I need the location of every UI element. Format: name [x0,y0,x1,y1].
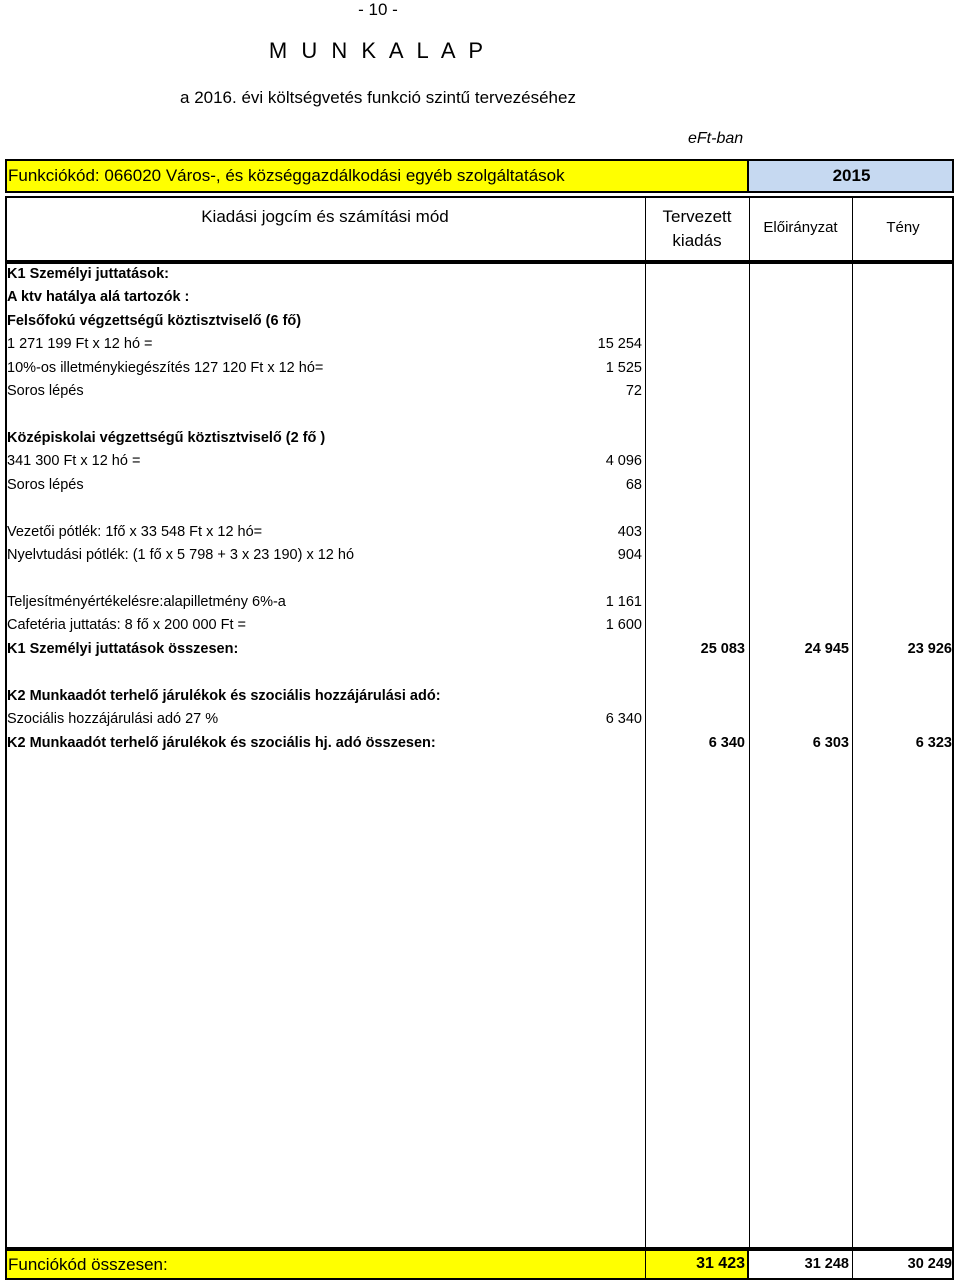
row-step-2: Soros lépés [7,477,84,493]
row-supplement: 10%-os illetménykiegészítés 127 120 Ft x 12 hó= [7,360,324,376]
table-body-frame [5,262,954,1249]
k1-total-planned: 25 083 [700,641,745,657]
row-cafeteria: Cafetéria juttatás: 8 fő x 200 000 Ft = [7,617,246,633]
row-language-allowance: Nyelvtudási pótlék: (1 fő x 5 798 + 3 x 23 190) x 12 hó [7,547,355,563]
page-title: M U N K A L A P [268,38,488,63]
row-cafeteria-value: 1 600 [605,617,642,633]
row-k1-heading: K1 Személyi juttatások: [7,266,169,282]
row-higher-edu-salary: 1 271 199 Ft x 12 hó = [7,336,153,352]
row-k1-total: K1 Személyi juttatások összesen: [7,641,239,657]
row-language-allowance-value: 904 [617,547,642,563]
page-subtitle: a 2016. évi költségvetés funkció szintű tervezéséhez [180,88,576,107]
year-label: 2015 [832,166,871,185]
row-management-allowance-value: 403 [617,524,642,540]
col-header-actual: Tény [886,219,920,236]
row-performance-value: 1 161 [605,594,642,610]
row-step-1: Soros lépés [7,383,84,399]
row-step-1-value: 72 [625,383,642,399]
row-secondary-edu-salary-value: 4 096 [605,453,642,469]
row-management-allowance: Vezetői pótlék: 1fő x 33 548 Ft x 12 hó= [7,524,263,540]
page-number: - 10 - [358,0,398,19]
k2-total-appropriation: 6 303 [812,735,849,751]
footer-planned: 31 423 [696,1255,745,1272]
footer-appropriation: 31 248 [804,1256,849,1272]
function-code-label: Funkciókód: 066020 Város-, és községgazdálkodási egyéb szolgáltatások [8,166,565,185]
row-ktv-heading: A ktv hatálya alá tartozók : [7,289,190,305]
unit-label: eFt-ban [688,130,744,147]
k1-total-appropriation: 24 945 [804,641,849,657]
footer-label: Funciókód összesen: [8,1255,168,1274]
row-step-2-value: 68 [625,477,642,493]
row-performance: Teljesítményértékelésre:alapilletmény 6%-a [7,594,286,610]
row-secondary-edu-salary: 341 300 Ft x 12 hó = [7,453,141,469]
k2-total-planned: 6 340 [708,735,745,751]
row-k2-total: K2 Munkaadót terhelő járulékok és szociális hj. adó összesen: [7,735,436,751]
row-secondary-edu-heading: Középiskolai végzettségű köztisztviselő (2 fő ) [7,430,326,446]
k1-total-actual: 23 926 [907,641,952,657]
col-header-planned-2: kiadás [672,231,722,250]
col-header-appropriation: Előirányzat [763,219,838,236]
col-header-description: Kiadási jogcím és számítási mód [201,207,449,226]
col-header-planned-1: Tervezett [662,207,732,226]
row-supplement-value: 1 525 [605,360,642,376]
row-k2-heading: K2 Munkaadót terhelő járulékok és szociális hozzájárulási adó: [7,688,441,704]
row-social-tax-value: 6 340 [605,711,642,727]
footer-actual: 30 249 [907,1256,952,1272]
k2-total-actual: 6 323 [915,735,952,751]
row-social-tax: Szociális hozzájárulási adó 27 % [7,711,219,727]
row-higher-edu-salary-value: 15 254 [597,336,642,352]
row-higher-edu-heading: Felsőfokú végzettségű köztisztviselő (6 fő) [7,313,302,329]
